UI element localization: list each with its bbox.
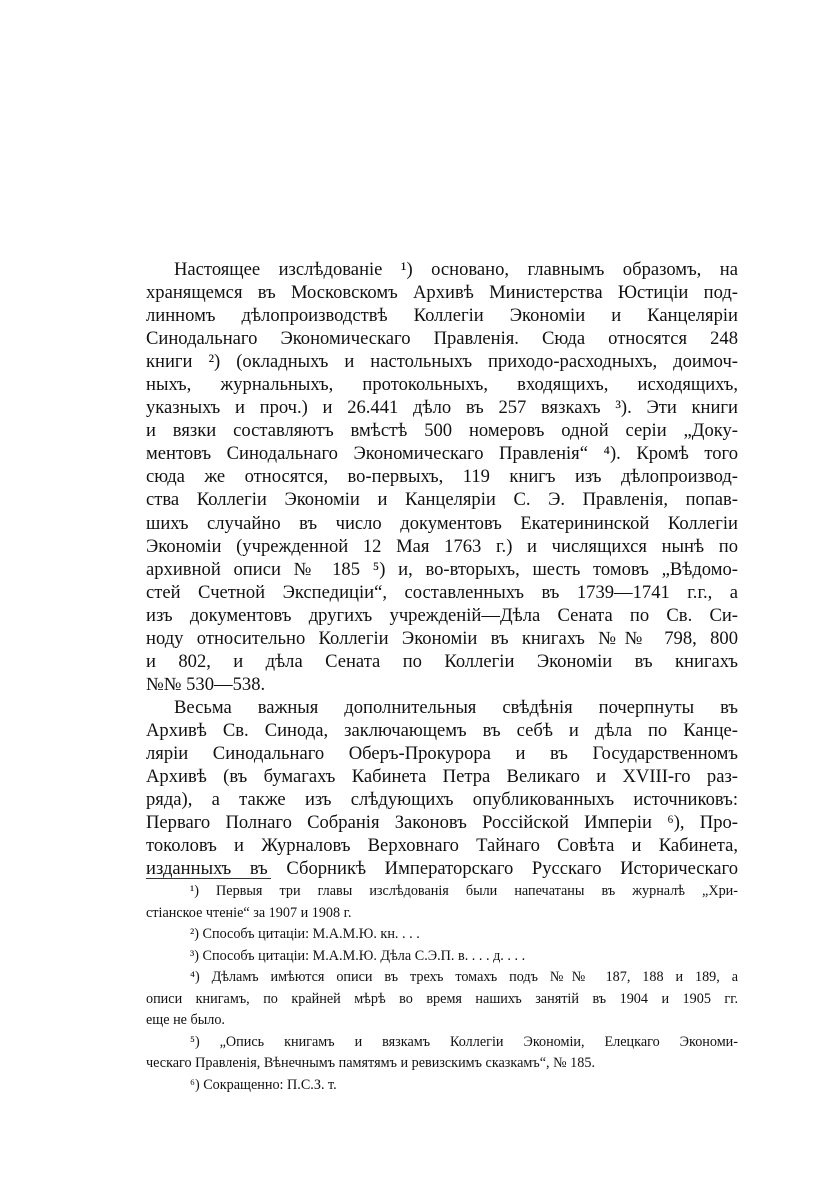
text-line: шихъ случайно въ число документовъ Екатерининской Коллегіи — [146, 512, 738, 534]
footnotes — [146, 881, 738, 1096]
text-line: ментовъ Синодальнаго Экономическаго Правленія“ ⁴). Кромѣ того — [146, 443, 738, 465]
footnote-line: ¹) Первыя три главы изслѣдованія были напечатаны въ журналѣ „Хри- — [190, 883, 738, 899]
text-line: Синодальнаго Экономическаго Правленія. Сюда относятся 248 — [146, 328, 738, 350]
body-text — [146, 258, 738, 880]
text-line: Архивѣ (въ бумагахъ Кабинета Петра Великаго и XVIII-го раз- — [146, 766, 738, 788]
text-line: Весьма важныя дополнительныя свѣдѣнія почерпнуты въ — [174, 696, 738, 718]
footnote-line: стіанское чтеніе“ за 1907 и 1908 г. — [146, 904, 352, 921]
text-line: ряда), а также изъ слѣдующихъ опубликованныхъ источниковъ: — [146, 789, 738, 811]
text-line: изъ документовъ другихъ учрежденій—Дѣла Сената по Св. Си- — [146, 604, 738, 626]
text-line: хранящемся въ Московскомъ Архивѣ Министерства Юстиціи под- — [146, 282, 738, 304]
text-line: №№ 530—538. — [146, 673, 266, 695]
text-line: указныхъ и проч.) и 26.441 дѣло въ 257 вязкахъ ³). Эти книги — [146, 397, 738, 419]
footnote-divider — [146, 878, 271, 879]
footnote-line: ⁴) Дѣламъ имѣются описи въ трехъ томахъ подъ №№ 187, 188 и 189, а — [190, 969, 738, 985]
text-line: сюда же относятся, во-первыхъ, 119 книгъ изъ дѣлопроизвод- — [146, 466, 738, 488]
text-line: Экономіи (учрежденной 12 Мая 1763 г.) и числящихся нынѣ по — [146, 535, 738, 557]
text-line: архивной описи № 185 ⁵) и, во-вторыхъ, шесть томовъ „Вѣдомо- — [146, 558, 738, 580]
footnote-line: ³) Способъ цитаціи: М.А.М.Ю. Дѣла С.Э.П. в. . . . д. . . . — [190, 947, 526, 964]
text-line: ства Коллегіи Экономіи и Канцеляріи С. Э. Правленія, попав- — [146, 489, 738, 511]
text-line: Перваго Полнаго Собранія Законовъ Россійской Имперіи ⁶), Про- — [146, 812, 738, 834]
text-line: изданныхъ въ Сборникѣ Императорскаго Русскаго Историческаго — [146, 858, 738, 880]
text-line: и 802, и дѣла Сената по Коллегіи Экономіи въ книгахъ — [146, 650, 738, 672]
text-line: ляріи Синодальнаго Оберъ-Прокурора и въ Государственномъ — [146, 742, 738, 764]
text-line: ноду относительно Коллегіи Экономіи въ книгахъ №№ 798, 800 — [146, 627, 738, 649]
text-line: книги ²) (окладныхъ и настольныхъ приходо-расходныхъ, доимоч- — [146, 351, 738, 373]
footnote-line: ческаго Правленія, Вѣнечнымъ памятямъ и ревизскимъ сказкамъ“, № 185. — [146, 1055, 595, 1071]
text-line: Архивѣ Св. Синода, заключающемъ въ себѣ и дѣла по Канце- — [146, 719, 738, 741]
text-line: ныхъ, журнальныхъ, протокольныхъ, входящихъ, исходящихъ, — [146, 374, 738, 396]
footnote-line: ⁶) Сокращенно: П.С.З. т. — [190, 1076, 337, 1093]
footnote-line: описи книгамъ, по крайней мѣрѣ во время нашихъ занятій въ 1904 и 1905 гг. — [146, 990, 738, 1007]
text-line: и вязки составляютъ вмѣстѣ 500 номеровъ одной серіи „Доку- — [146, 420, 738, 442]
text-line: стей Счетной Экспедиціи“, составленныхъ въ 1739—1741 г.г., а — [146, 581, 738, 603]
text-line: токоловъ и Журналовъ Верховнаго Тайнаго Совѣта и Кабинета, — [146, 835, 738, 857]
footnote-line: еще не было. — [146, 1012, 225, 1028]
text-line: линномъ дѣлопроизводствѣ Коллегіи Экономіи и Канцеляріи — [146, 305, 738, 327]
footnote-line: ²) Способъ цитаціи: М.А.М.Ю. кн. . . . — [190, 926, 420, 942]
footnote-line: ⁵) „Опись книгамъ и вязкамъ Коллегіи Экономіи, Елецкаго Экономи- — [190, 1033, 738, 1050]
text-line: Настоящее изслѣдованіе ¹) основано, главнымъ образомъ, на — [174, 259, 738, 280]
